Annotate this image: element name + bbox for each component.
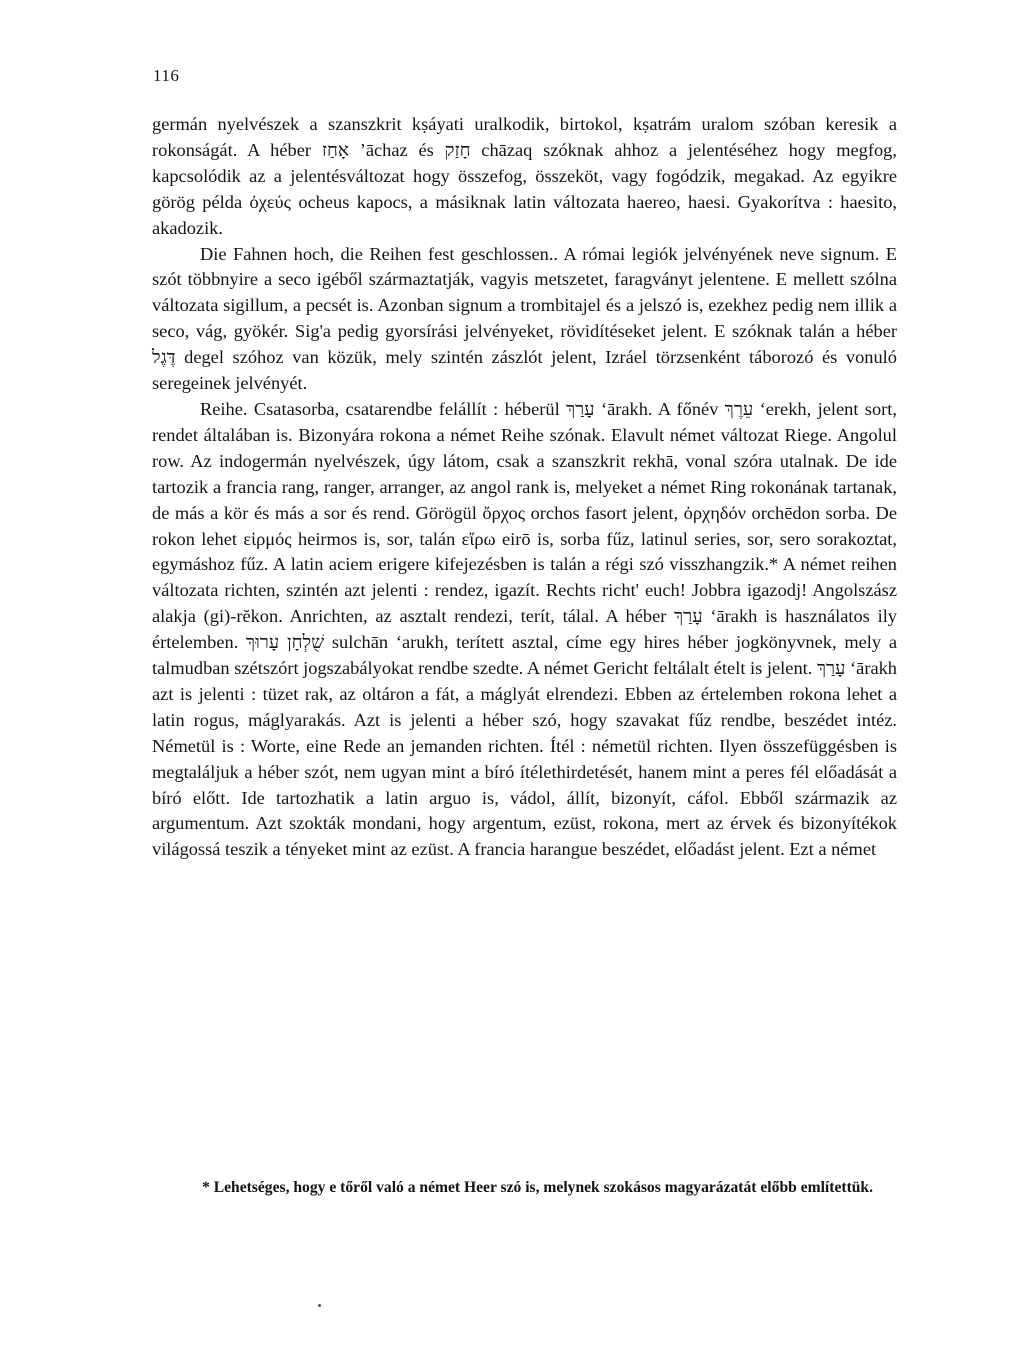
paragraph-3: Reihe. Csatasorba, csatarendbe felállít : héberül עָרַךְ ‘ārakh. A főnév עֵרֶךְ ‘erekh, jelent sort, rendet általában is. Bizonyára rokona a német Reihe szónak. Elavult német változat Riege. Angolul row. Az indogermán nyelvészek, úgy látom, csak a szanszkrit rekhā, vonal szóra utalnak. De ide tartozik a francia rang, ranger, arranger, az angol rank is, melyeket a német Ring rokonának tartanak, de más a kör és más a sor és rend. Görögül ὄρχος orchos fasort jelent, ὀρχηδόν orchēdon sorba. De rokon lehet εἱρμός heirmos is, sor, talán εἴρω eirō is, sorba fűz, latinul series, sor, sero sorakoztat, egymáshoz fűz. A latin aciem erigere kifejezésben is talán a régi szó visszhangzik.* A német reihen változata richten, szintén azt jelenti : rendez, igazít. Rechts richt' euch! Jobbra igazodj! Angolszász alakja (gi)-rĕkon. Anrichten, az asztalt rendezi, terít, tálal. A héber עָרַךְ ‘ārakh is használatos ily értelemben. שֻׁלְחָן עָרוּךְ sulchān ‘arukh, terített asztal, címe egy hires héber jogkönyvnek, mely a talmudban szétszórt jogszabályokat rendbe szedte. A német Gericht feltálalt ételt is jelent. עָרַךְ ‘ārakh azt is jelenti : tüzet rak, az oltáron a fát, a máglyát elrendezi. Ebben az értelemben rokona lehet a latin rogus, máglyarakás. Azt is jelenti a héber szó, hogy szavakat fűz rendbe, beszédet intéz. Németül is : Worte, eine Rede an jemanden richten. Ítél : németül richten. Ilyen összefüggésben is megtaláljuk a héber szót, nem ugyan mint a bíró ítélethirdetését, hanem mint a peres fél előadását a bíró előtt. Ide tartozhatik a latin arguo is, vádol, állít, bizonyít, cáfol. Ebből származik az argumentum. Azt szokták mondani, hogy argentum, ezüst, rokona, mert az érvek és bizonyítékok világossá teszik a tényeket mint az ezüst. A francia harangue beszédet, előadást jelent. Ezt a német [152, 398, 898, 860]
paragraph-2: Die Fahnen hoch, die Reihen fest geschlossen.. A római legiók jelvényének neve signum. E szót többnyire a seco igéből származtatják, vagyis metszetet, faragványt jelentene. E mellett szólna változata sigillum, a pecsét is. Azonban signum a trombitajel és a jelszó is, ezekhez pedig nem illik a seco, vág, gyökér. Sig'a pedig gyorsírási jelvényeket, rövidítéseket jelent. E szóknak talán a héber דֶּגֶל degel szóhoz van közük, mely szintén zászlót jelent, Izráel törzsenként táborozó és vonuló seregeinek jelvényét. [152, 243, 897, 394]
body-text [152, 112, 897, 863]
stray-mark [318, 1304, 321, 1307]
page-number: 116 [153, 66, 180, 85]
footnote: * Lehetséges, hogy e tőről való a német Heer szó is, melynek szokásos magyarázatát előbb említettük. [202, 1179, 874, 1196]
paragraph-1: germán nyelvészek a szanszkrit kṣáyati uralkodik, birtokol, kṣatrám uralom szóban keresik a rokonságát. A héber אָחַז ’āchaz és חָזַק chāzaq szóknak ahhoz a jelentéséhez hogy megfog, kapcsolódik az a jelentésváltozat hogy összefog, összeköt, vagy fogódzik, megakad. Az egyikre görög példa ὀχεύς ocheus kapocs, a másiknak latin változata haereo, haesi. Gyakorítva : haesito, akadozik. [152, 114, 897, 238]
